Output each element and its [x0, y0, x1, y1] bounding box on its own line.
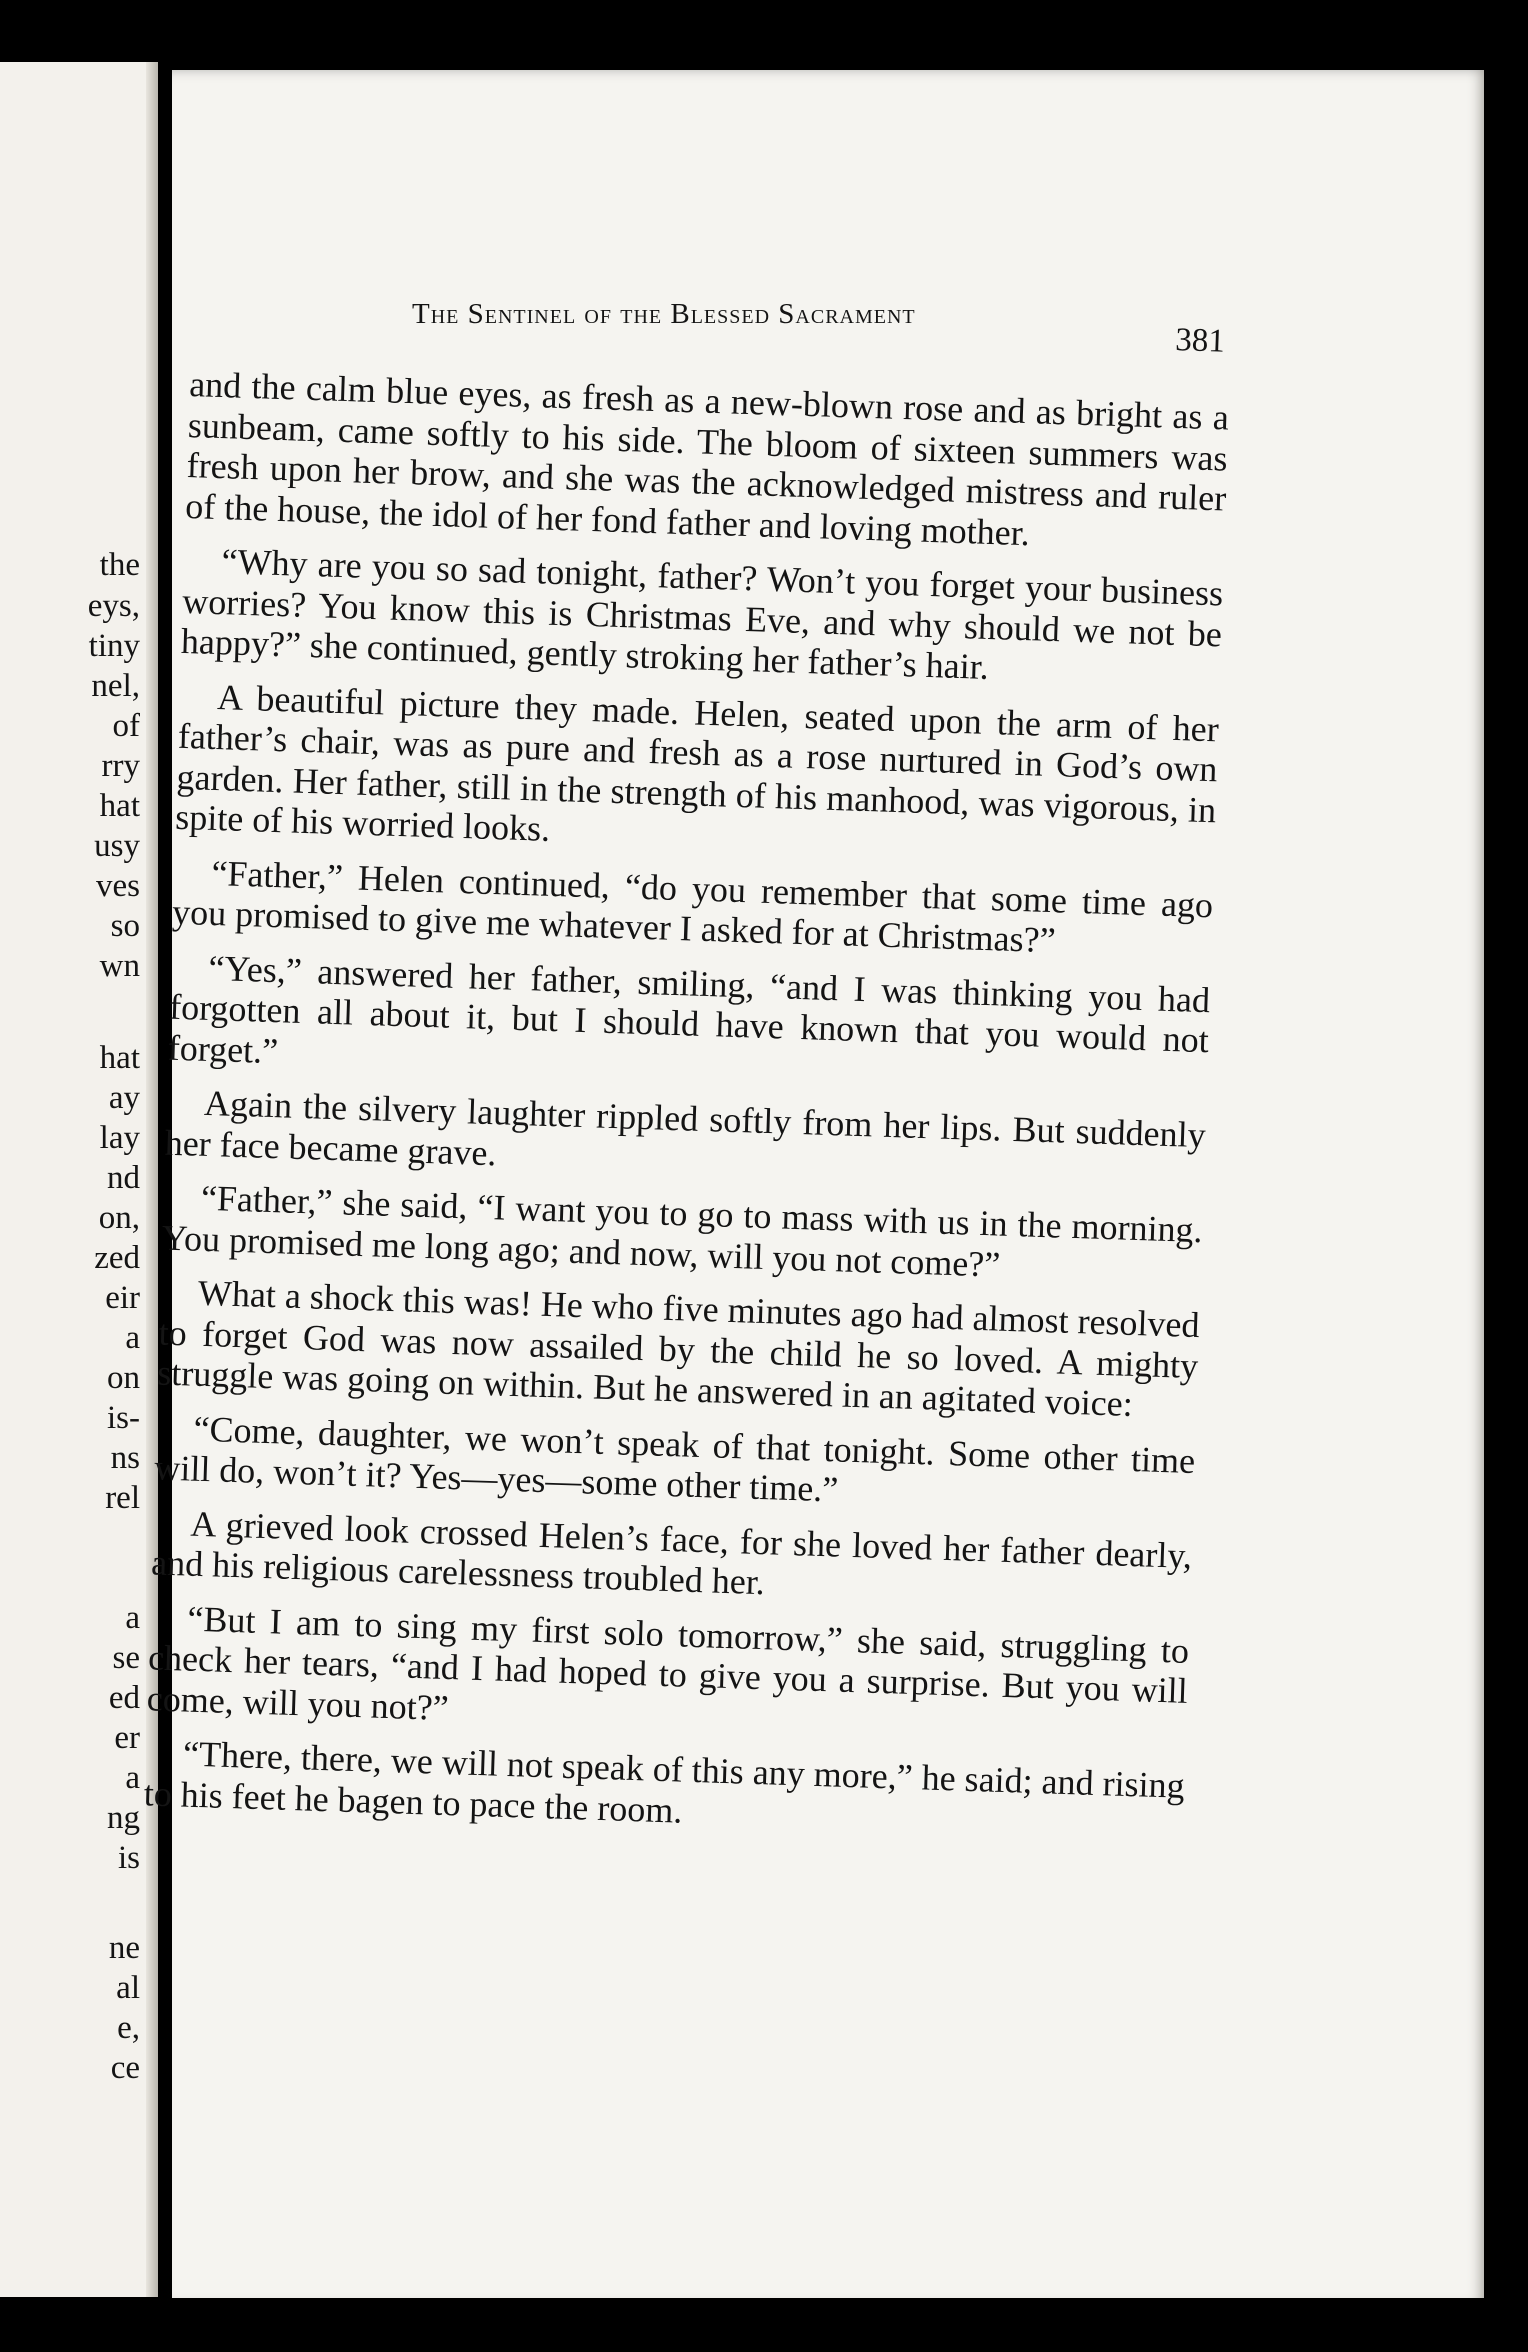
previous-page-fragment: nd [107, 1160, 140, 1196]
previous-page-fragment: er [114, 1720, 140, 1756]
previous-page-fragment: hat [99, 1040, 140, 1076]
previous-page-fragment: nel, [91, 668, 140, 704]
previous-page-fragment: rel [105, 1480, 140, 1516]
previous-page-fragment: eir [105, 1280, 140, 1316]
previous-page-fragment: of [112, 708, 140, 744]
previous-page-fragment: ay [108, 1080, 140, 1116]
running-header: The Sentinel of the Blessed Sacrament [412, 298, 916, 330]
paragraph: “Come, daughter, we won’t speak of that tonight. Some other time will do, won’t it? Yes—yes—some other time.” [153, 1408, 1196, 1510]
previous-page-fragment: ce [110, 2050, 140, 2086]
previous-page-fragment: on, [98, 1200, 140, 1236]
previous-page-fragment: tiny [88, 628, 140, 664]
previous-page-fragment: is [117, 1840, 140, 1876]
paragraph: “But I am to sing my first solo tomorrow,” she said, struggling to check her tears, “and I had hoped to give you a surprise. But you will come, will you not?” [146, 1598, 1190, 1728]
paragraph: “Why are you so sad tonight, father? Won’t you forget your business worries? You know this is Christmas Eve, and why should we not be happy?” she continued, gently stroking her father’s hair. [180, 541, 1224, 687]
previous-page-fragment: se [112, 1640, 140, 1676]
page-number: 381 [1174, 322, 1226, 360]
previous-page-fragment: hat [99, 788, 140, 824]
previous-page-text-fragments [0, 62, 140, 2297]
paragraph: “Yes,” answered her father, smiling, “and I was thinking you had forgotten all about it, but I should have known that you would not forget.” [167, 947, 1211, 1071]
paragraph: “Father,” she said, “I want you to go to mass with us in the morning. You promised me long ago; and now, will you not come?” [161, 1177, 1204, 1285]
previous-page-fragment: usy [94, 828, 140, 864]
paragraph: Again the silvery laughter rippled softly from her lips. But suddenly her face became grave. [164, 1082, 1207, 1173]
book-gutter [146, 62, 158, 2297]
previous-page-fragment: a [125, 1320, 140, 1356]
previous-page-fragment: a [125, 1600, 140, 1636]
previous-page [0, 62, 158, 2297]
paragraph: A grieved look crossed Helen’s face, for she loved her father dearly, and his religious carelessness troubled her. [150, 1503, 1193, 1603]
previous-page-fragment: wn [99, 948, 140, 984]
previous-page-fragment: is- [107, 1400, 140, 1436]
paragraph: “Father,” Helen continued, “do you remember that some time ago you promised to give me whatever I asked for at Christmas?” [171, 852, 1214, 961]
body-text [143, 364, 1230, 1861]
previous-page-fragment: lay [99, 1120, 140, 1156]
previous-page-fragment: ns [110, 1440, 140, 1476]
previous-page-fragment: eys, [87, 588, 140, 624]
previous-page-fragment: ves [96, 868, 140, 904]
previous-page-fragment: so [110, 908, 140, 944]
previous-page-fragment: ed [108, 1680, 140, 1716]
previous-page-fragment: rry [101, 748, 140, 784]
previous-page-fragment: al [116, 1970, 140, 2006]
previous-page-fragment: ng [107, 1800, 140, 1836]
previous-page-fragment: the [99, 547, 140, 583]
previous-page-fragment: ne [108, 1930, 140, 1966]
previous-page-fragment: zed [94, 1240, 140, 1276]
previous-page-fragment: a [125, 1760, 140, 1796]
paragraph: and the calm blue eyes, as fresh as a new-blown rose and as bright as a sunbeam, came softly to his side. The bloom of sixteen summers was fresh upon her brow, and she was the acknowledged mistress and ruler of the house, the idol of her fond father and loving mother. [184, 364, 1230, 553]
previous-page-fragment: e, [117, 2010, 140, 2046]
paragraph: A beautiful picture they made. Helen, seated upon the arm of her father’s chair, was as pure and fresh as a rose nurtured in God’s own garden. Her father, still in the strength of his manhood, was vigorous, in spite of his worried looks. [174, 676, 1220, 849]
paragraph: What a shock this was! He who five minutes ago had almost resolved to forget God was now assailed by the child he so loved. A mighty struggle was going on within. But he answered in an agitated voice: [156, 1272, 1201, 1424]
paragraph: “There, there, we will not speak of this any more,” he said; and rising to his feet he bagen to pace the room. [143, 1733, 1186, 1831]
previous-page-fragment: on [107, 1360, 140, 1396]
